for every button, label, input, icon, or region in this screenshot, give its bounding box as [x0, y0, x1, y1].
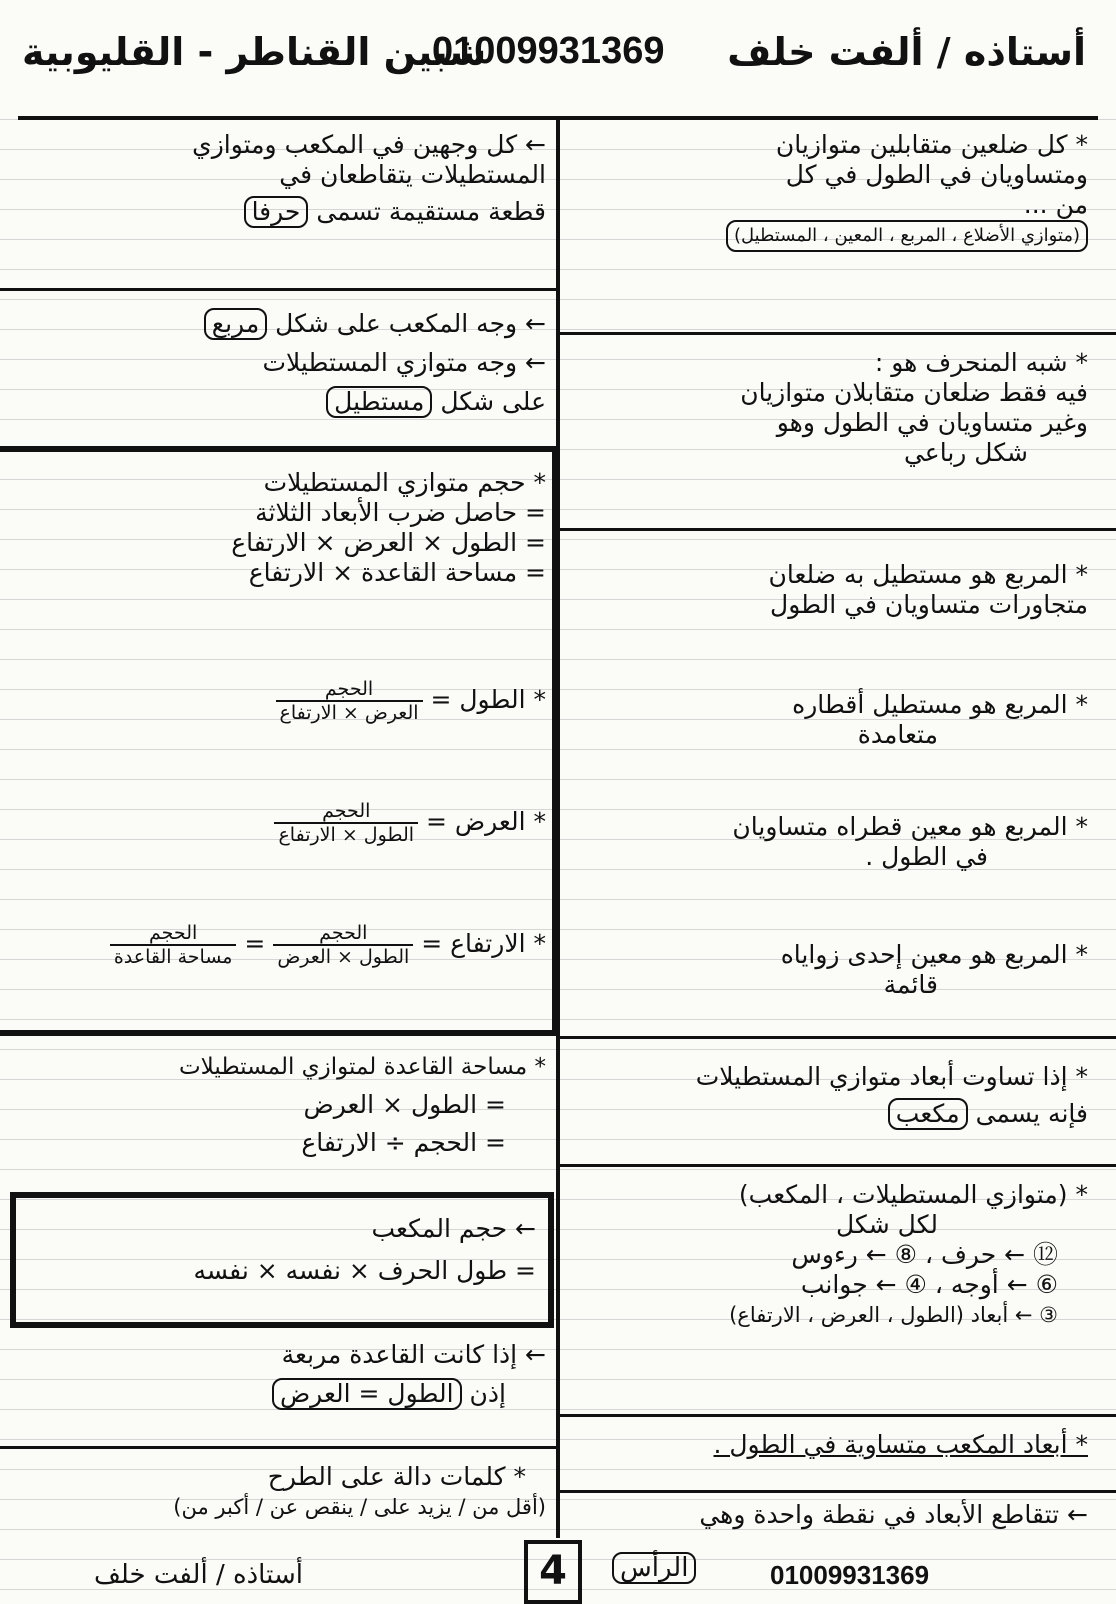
note-line: = حاصل ضرب الأبعاد الثلاثة: [255, 498, 546, 527]
note-prism-cube-elements: [568, 1180, 1088, 1330]
answer-box: الطول = العرض: [272, 1378, 462, 1410]
answer-box: مكعب: [888, 1098, 968, 1130]
equals-sign: =: [244, 929, 266, 958]
page-number: 4: [524, 1540, 582, 1604]
note-title: * (متوازي المستطيلات ، المكعب): [738, 1180, 1088, 1209]
note-line: فيه فقط ضلعان متقابلان متوازيان: [740, 378, 1088, 407]
formula-label: * الارتفاع =: [421, 929, 546, 958]
section-divider: [560, 332, 1116, 335]
note-trapezoid: [568, 348, 1088, 468]
note-edges: [20, 130, 546, 228]
note-square-rectangle-sides: [568, 560, 1088, 620]
note-equal-dimensions: [568, 1062, 1088, 1130]
note-line: ومتساويان في الطول في كل: [785, 160, 1088, 189]
note-line: * إذا تساوت أبعاد متوازي المستطيلات: [695, 1062, 1088, 1091]
fraction: [273, 922, 413, 968]
note-line: فإنه يسمى: [975, 1099, 1088, 1128]
note-title: * حجم متوازي المستطيلات: [263, 468, 546, 497]
answer-box: مربع: [204, 308, 267, 340]
fraction: [110, 922, 237, 968]
note-volume: [20, 468, 546, 588]
note-line: وغير متساويان في الطول وهو: [776, 408, 1088, 437]
note-title: ← حجم المكعب: [371, 1214, 536, 1243]
header-phone: 01009931369: [432, 30, 665, 72]
note-line: من ...: [1023, 190, 1088, 219]
footer-teacher: أستاذه / ألفت خلف: [94, 1560, 303, 1590]
denominator: الطول × الارتفاع: [278, 824, 415, 846]
section-divider: [560, 1490, 1116, 1493]
note-line: ← تتقاطع الأبعاد في نقطة واحدة وهي: [699, 1500, 1088, 1529]
list-item: ⑫ ← حرف ، ⑧ ← رءوس: [791, 1240, 1058, 1269]
denominator: الطول × العرض: [277, 946, 410, 968]
formula-label: * العرض =: [426, 807, 546, 836]
numerator: الحجم: [273, 922, 413, 946]
note-line: في الطول .: [865, 842, 988, 871]
list-item: ⑥ ← أوجه ، ④ ← جوانب: [800, 1270, 1058, 1299]
note-line: على شكل: [440, 387, 546, 416]
note-line: * المربع هو معين قطراه متساويان: [732, 812, 1088, 841]
note-line: * أبعاد المكعب متساوية في الطول .: [713, 1430, 1088, 1459]
note-line: ← إذا كانت القاعدة مربعة: [281, 1340, 546, 1369]
note-title: * مساحة القاعدة لمتوازي المستطيلات: [179, 1054, 546, 1080]
list-item: ③ ← أبعاد (الطول ، العرض ، الارتفاع): [729, 1303, 1058, 1327]
note-line: متجاورات متساويان في الطول: [770, 590, 1088, 619]
fraction: [276, 678, 423, 724]
section-divider: [560, 528, 1116, 531]
answer-box: حرفا: [244, 196, 309, 228]
note-square-rhombus-diagonals: [568, 812, 1088, 872]
note-line: * المربع هو مستطيل به ضلعان: [768, 560, 1088, 589]
note-faces: [20, 308, 546, 418]
footer-phone: 01009931369: [770, 1560, 930, 1590]
formula-length: [20, 678, 546, 724]
denominator: مساحة القاعدة: [113, 946, 233, 968]
formula-label: * الطول =: [430, 685, 546, 714]
note-line: قائمة: [883, 970, 938, 999]
page-header: [0, 0, 1116, 118]
note-line: قطعة مستقيمة تسمى: [316, 197, 546, 226]
note-line: * شبه المنحرف هو :: [874, 348, 1088, 377]
section-divider: [560, 1036, 1116, 1039]
note-line: إذن: [469, 1379, 506, 1408]
note-square-rectangle-diagonals: [568, 690, 1088, 750]
answer-box: (متوازي الأضلاع ، المربع ، المعين ، المستطيل): [726, 220, 1088, 252]
note-line: متعامدة: [857, 720, 938, 749]
section-divider: [0, 1446, 556, 1449]
numerator: الحجم: [274, 800, 418, 824]
note-line: ← وجه المكعب على شكل: [275, 309, 546, 338]
note-line: شكل رباعي: [903, 438, 1028, 467]
note-line: * المربع هو مستطيل أقطاره: [792, 690, 1088, 719]
note-line: لكل شكل: [836, 1210, 938, 1239]
note-square-base: [20, 1340, 546, 1410]
fraction: [274, 800, 418, 846]
header-location: شبين القناطر - القليوبية: [22, 30, 487, 74]
note-line: ← وجه متوازي المستطيلات: [262, 348, 546, 377]
header-teacher: أستاذه / ألفت خلف: [727, 30, 1086, 74]
formula-height: [8, 922, 546, 968]
note-line: = الحجم ÷ الارتفاع: [301, 1128, 506, 1157]
numerator: الحجم: [110, 922, 237, 946]
numerator: الحجم: [276, 678, 423, 702]
note-base-area: [8, 1052, 546, 1158]
note-square-rhombus-angle: [568, 940, 1088, 1000]
note-line: = الطول × العرض: [303, 1090, 506, 1119]
answer-box: الرأس: [612, 1552, 696, 1584]
note-subtraction-words: [8, 1462, 546, 1522]
note-line: = مساحة القاعدة × الارتفاع: [248, 558, 546, 587]
note-line: = طول الحرف × نفسه × نفسه: [193, 1256, 536, 1285]
section-divider: [560, 1414, 1116, 1417]
note-line: (أقل من / يزيد على / ينقص عن / أكبر من): [173, 1495, 546, 1519]
note-cube-dimensions: [568, 1430, 1088, 1460]
note-line: المستطيلات يتقاطعان في: [279, 160, 546, 189]
note-line: * المربع هو معين إحدى زواياه: [780, 940, 1088, 969]
note-parallel-sides: [568, 130, 1088, 252]
formula-width: [20, 800, 546, 846]
note-line: = الطول × العرض × الارتفاع: [231, 528, 546, 557]
denominator: العرض × الارتفاع: [279, 702, 419, 724]
section-divider: [560, 1164, 1116, 1167]
answer-box: مستطيل: [326, 386, 432, 418]
note-line: ← كل وجهين في المكعب ومتوازي: [192, 130, 546, 159]
section-divider: [0, 288, 556, 291]
note-cube-volume: [30, 1214, 536, 1286]
note-vertex: [568, 1500, 1088, 1530]
note-title: * كلمات دالة على الطرح: [267, 1462, 526, 1491]
note-line: * كل ضلعين متقابلين متوازيان: [775, 130, 1088, 159]
